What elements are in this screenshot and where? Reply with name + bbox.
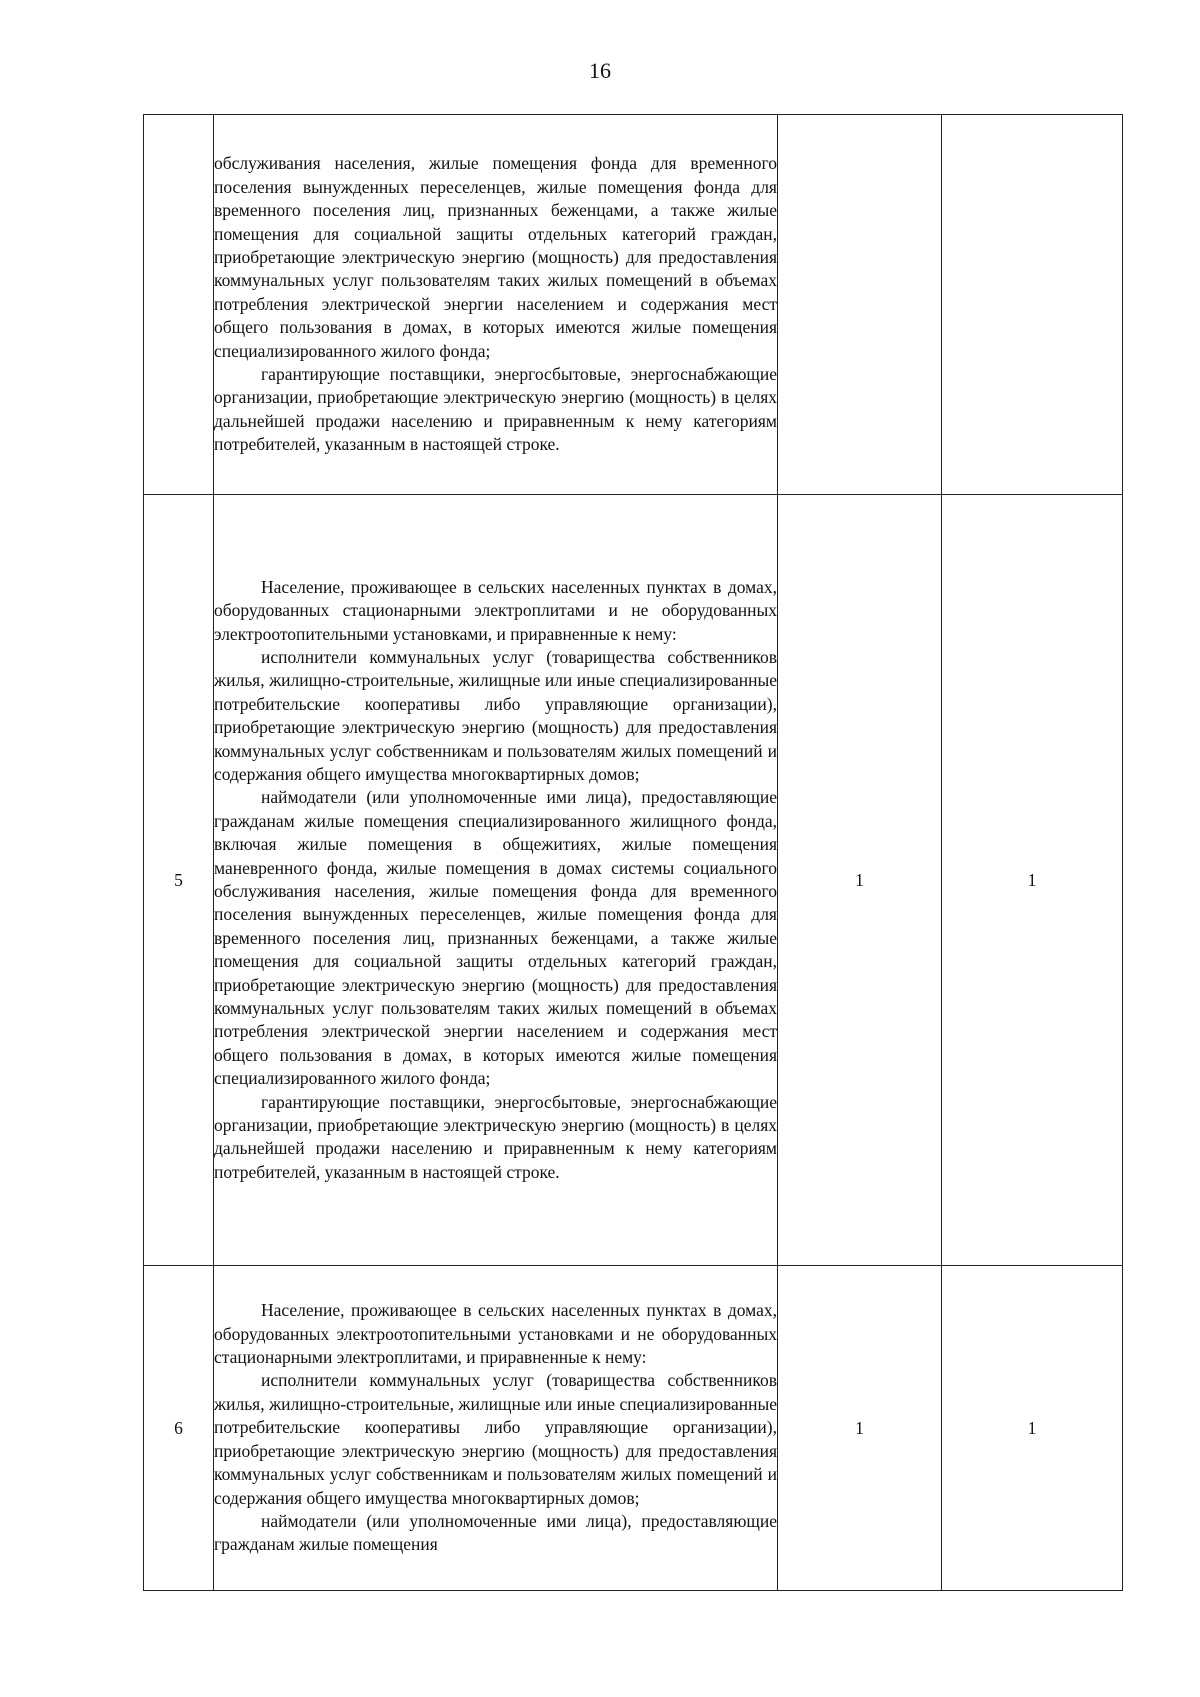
paragraph: гарантирующие поставщики, энергосбытовые, энергоснабжающие организации, приобретающие электрическую энергию (мощность) в целях дальнейшей продажи населению и приравненным к нему категориям потребителей, указанным в настоящей строке. <box>214 364 777 455</box>
value-cell-4: 1 <box>942 1266 1123 1591</box>
paragraph: обслуживания населения, жилые помещения фонда для временного поселения вынужденных переселенцев, жилые помещения фонда для временного поселения лиц, признанных беженцами, а также жилые помещения для социальной защиты отдельных категорий граждан, приобретающие электрическую энергию (мощность) для предоставления коммунальных услуг пользователям таких жилых помещений в объемах потребления электрической энергии населением и содержания мест общего пользования в домах, в которых имеются жилые помещения специализированного жилого фонда; <box>214 153 777 361</box>
value-cell-4: 1 <box>942 495 1123 1266</box>
paragraph: наймодатели (или уполномоченные ими лица), предоставляющие гражданам жилые помещения <box>214 1510 777 1555</box>
table-row <box>144 495 1123 1266</box>
paragraph: наймодатели (или уполномоченные ими лица), предоставляющие гражданам жилые помещения специализированного жилищного фонда, включая жилые помещения в общежитиях, жилые помещения маневренного фонда, жилые помещения в домах системы социального обслуживания населения, жилые помещения фонда для временного поселения вынужденных переселенцев, жилые помещения фонда для временного поселения лиц, признанных беженцами, а также жилые помещения для социальной защиты отдельных категорий граждан, приобретающие электрическую энергию (мощность) для предоставления коммунальных услуг пользователям таких жилых помещений в объемах потребления электрической энергии населением и содержания мест общего пользования в домах, в которых имеются жилые помещения специализированного жилого фонда; <box>214 787 777 1089</box>
value-cell-4 <box>942 115 1123 495</box>
value-cell-3 <box>778 115 942 495</box>
paragraph: Население, проживающее в сельских населенных пунктах в домах, оборудованных стационарными электроплитами и не оборудованных электроотопительными установками, и приравненные к нему: <box>214 576 777 644</box>
page-number: 16 <box>589 58 611 83</box>
description-cell <box>214 115 778 495</box>
paragraph: исполнители коммунальных услуг (товарищества собственников жилья, жилищно-строительные, жилищные или иные специализированные потребительские кооперативы либо управляющие организации), приобретающие электрическую энергию (мощность) для предоставления коммунальных услуг собственникам и пользователям жилых помещений и содержания общего имущества многоквартирных домов; <box>214 1370 777 1508</box>
paragraph: исполнители коммунальных услуг (товарищества собственников жилья, жилищно-строительные, жилищные или иные специализированные потребительские кооперативы либо управляющие организации), приобретающие электрическую энергию (мощность) для предоставления коммунальных услуг собственникам и пользователям жилых помещений и содержания общего имущества многоквартирных домов; <box>214 646 777 784</box>
paragraph: гарантирующие поставщики, энергосбытовые, энергоснабжающие организации, приобретающие электрическую энергию (мощность) в целях дальнейшей продажи населению и приравненным к нему категориям потребителей, указанным в настоящей строке. <box>214 1091 777 1182</box>
row-number-cell: 5 <box>144 495 214 1266</box>
tariff-table <box>143 114 1123 1591</box>
table-row <box>144 115 1123 495</box>
description-cell <box>214 1266 778 1591</box>
row-number-cell <box>144 115 214 495</box>
table-row <box>144 1266 1123 1591</box>
value-cell-3: 1 <box>778 1266 942 1591</box>
description-cell <box>214 495 778 1266</box>
paragraph: Население, проживающее в сельских населенных пунктах в домах, оборудованных электроотопительными установками и не оборудованных стационарными электроплитами, и приравненные к нему: <box>214 1300 777 1368</box>
row-number-cell: 6 <box>144 1266 214 1591</box>
value-cell-3: 1 <box>778 495 942 1266</box>
